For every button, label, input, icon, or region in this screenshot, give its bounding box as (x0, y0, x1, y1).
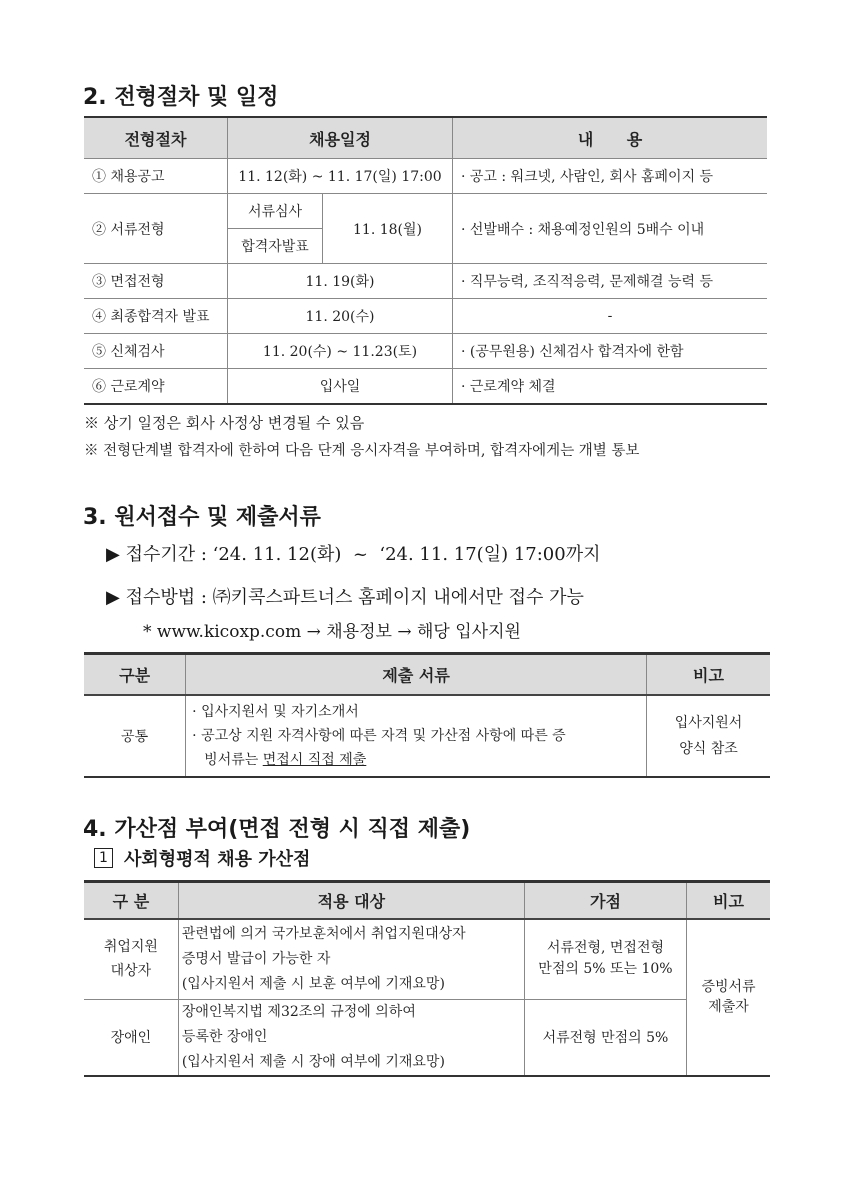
step-cell: ③ 면접전형 (84, 264, 228, 299)
documents-table (84, 652, 770, 778)
step-cell: ② 서류전형 (84, 194, 228, 264)
subsection-title: 사회형평적 채용 가산점 (124, 849, 311, 870)
points-line: 만점의 5% 또는 10% (538, 961, 673, 978)
step-cell: ⑥ 근로계약 (84, 369, 228, 405)
content-cell: · (공무원용) 신체검사 합격자에 한함 (453, 334, 768, 369)
content-cell: · 선발배수 : 채용예정인원의 5배수 이내 (453, 194, 768, 264)
points-cell: 서류전형 만점의 5% (524, 999, 686, 1076)
table-header: 비고 (686, 882, 770, 920)
points-line: 서류전형, 면접전형 (546, 940, 664, 957)
table-row (84, 264, 767, 299)
sub-step-cell: 서류심사 (228, 194, 323, 229)
bonus-table (84, 880, 770, 1077)
category-cell (84, 919, 178, 999)
target-cell (178, 919, 524, 999)
content-cell: - (453, 299, 768, 334)
section-title: 4. 가산점 부여(면접 전형 시 직접 제출) (83, 817, 471, 842)
target-cell (178, 999, 524, 1076)
table-row (84, 194, 767, 229)
remark-cell (647, 695, 770, 777)
table-header: 제출 서류 (186, 654, 647, 696)
doc-line: · 공고상 지원 자격사항에 따른 자격 및 가산점 사항에 따른 증 (192, 728, 566, 744)
table-row (84, 999, 770, 1076)
category-line: 대상자 (110, 963, 152, 980)
remark-cell (686, 919, 770, 1076)
section-title: 3. 원서접수 및 제출서류 (83, 505, 321, 530)
target-line: 장애인복지법 제32조의 규정에 의하여 (181, 1003, 416, 1020)
table-row (84, 159, 767, 194)
schedule-note: ※ 전형단계별 합격자에 한하여 다음 단계 응시자격을 부여하며, 합격자에게는 개별 통보 (84, 443, 640, 459)
target-line: (입사지원서 제출 시 장애 여부에 기재요망) (181, 1053, 445, 1070)
application-method: ▶ 접수방법 : ㈜키콕스파트너스 홈페이지 내에서만 접수 가능 (106, 587, 584, 608)
schedule-cell: 입사일 (228, 369, 453, 405)
content-cell: · 공고 : 워크넷, 사람인, 회사 홈페이지 등 (453, 159, 768, 194)
target-line: 증명서 발급이 가능한 자 (181, 950, 331, 967)
points-cell (524, 919, 686, 999)
table-row (84, 695, 770, 777)
remark-line: 입사지원서 (674, 715, 743, 731)
target-line: 등록한 장애인 (181, 1028, 268, 1045)
target-line: 관련법에 의거 국가보훈처에서 취업지원대상자 (181, 925, 466, 942)
schedule-cell: 11. 20(수) (228, 299, 453, 334)
table-header: 구분 (84, 654, 186, 696)
table-header: 채용일정 (228, 117, 453, 159)
doc-underlined: 면접시 직접 제출 (262, 752, 367, 768)
table-header: 전형절차 (84, 117, 228, 159)
content-cell: · 근로계약 체결 (453, 369, 768, 405)
application-period: ▶ 접수기간 : ‘24. 11. 12(화) ~ ‘24. 11. 17(일) 17:00까지 (106, 544, 601, 565)
remark-line: 양식 참조 (679, 741, 738, 757)
step-cell: ① 채용공고 (84, 159, 228, 194)
remark-line: 증빙서류 (701, 979, 756, 996)
table-header: 가점 (524, 882, 686, 920)
schedule-note: ※ 상기 일정은 회사 사정상 변경될 수 있음 (84, 414, 365, 432)
table-header: 비고 (647, 654, 770, 696)
schedule-cell: 11. 12(화) ~ 11. 17(일) 17:00 (228, 159, 453, 194)
sub-step-cell: 합격자발표 (228, 229, 323, 264)
doc-line: 빙서류는 (204, 752, 263, 768)
doc-line: · 입사지원서 및 자기소개서 (192, 704, 359, 720)
schedule-table (84, 116, 767, 405)
application-path: * www.kicoxp.com → 채용정보 → 해당 입사지원 (143, 622, 521, 642)
category-cell: 공통 (84, 695, 186, 777)
documents-cell (186, 695, 647, 777)
table-header: 내 용 (453, 117, 768, 159)
table-row (84, 369, 767, 405)
schedule-cell: 11. 19(화) (228, 264, 453, 299)
table-header: 구 분 (84, 882, 178, 920)
target-line: (입사지원서 제출 시 보훈 여부에 기재요망) (181, 975, 445, 992)
content-cell: · 직무능력, 조직적응력, 문제해결 능력 등 (453, 264, 768, 299)
schedule-cell: 11. 20(수) ~ 11.23(토) (228, 334, 453, 369)
section-title: 2. 전형절차 및 일정 (83, 85, 279, 110)
table-row (84, 334, 767, 369)
table-row (84, 919, 770, 999)
subsection-number-box: 1 (94, 848, 113, 868)
table-row (84, 299, 767, 334)
step-cell: ⑤ 신체검사 (84, 334, 228, 369)
table-header: 적용 대상 (178, 882, 524, 920)
category-cell: 장애인 (84, 999, 178, 1076)
step-cell: ④ 최종합격자 발표 (84, 299, 228, 334)
schedule-cell: 11. 18(월) (323, 194, 453, 264)
remark-line: 제출자 (708, 999, 749, 1016)
category-line: 취업지원 (103, 939, 158, 956)
